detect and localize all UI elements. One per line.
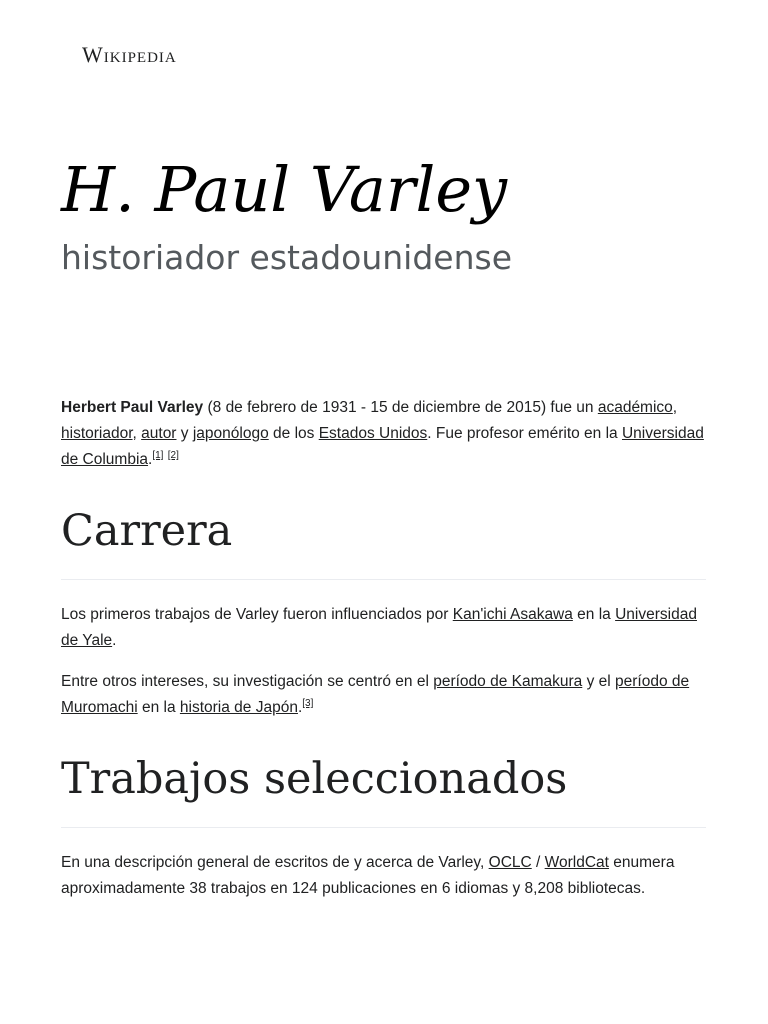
site-header — [82, 42, 177, 72]
section-heading-carrera: Carrera — [61, 506, 233, 556]
link-historia-japon[interactable]: historia de Japón — [179, 699, 298, 716]
page-subtitle: historiador estadounidense — [61, 238, 513, 277]
section-divider — [61, 827, 706, 828]
title-block — [61, 150, 711, 278]
link-autor[interactable]: autor — [141, 425, 177, 442]
carrera-paragraph-2: Entre otros intereses, su investigación se centró en el período de Kamakura y el período de Muromachi en la historia de Japón.[3] — [61, 673, 690, 716]
link-periodo-kamakura[interactable]: período de Kamakura — [433, 673, 583, 690]
trabajos-paragraph-1: En una descripción general de escritos de y acerca de Varley, OCLC / WorldCat enumera aproximadamente 38 trabajos en 124 publicaciones en 6 idiomas y 8,208 bibliotecas. — [61, 854, 675, 897]
reference-1[interactable]: [1] — [152, 449, 164, 461]
link-worldcat[interactable]: WorldCat — [544, 854, 609, 871]
reference-2[interactable]: [2] — [167, 449, 179, 461]
link-estados-unidos[interactable]: Estados Unidos — [318, 425, 428, 442]
section-divider — [61, 579, 706, 580]
reference-3[interactable]: [3] — [302, 697, 314, 709]
link-universidad-columbia[interactable]: Universidad de Columbia — [61, 425, 704, 468]
link-kanichi-asakawa[interactable]: Kan'ichi Asakawa — [452, 606, 573, 623]
link-historiador[interactable]: historiador — [61, 425, 133, 442]
intro-paragraph: Herbert Paul Varley (8 de febrero de 1931 - 15 de diciembre de 2015) fue un académico, historiador, autor y japonólogo de los Estados Unidos. Fue profesor emérito en la Universidad de Columbia.[1] [2] — [61, 399, 704, 468]
carrera-paragraph-1: Los primeros trabajos de Varley fueron influenciados por Kan'ichi Asakawa en la Universidad de Yale. — [61, 606, 697, 649]
section-heading-trabajos: Trabajos seleccionados — [61, 754, 568, 804]
article-content — [61, 395, 706, 917]
link-japonologo[interactable]: japonólogo — [192, 425, 269, 442]
link-universidad-yale[interactable]: Universidad de Yale — [61, 606, 697, 649]
link-academico[interactable]: académico — [597, 399, 673, 416]
link-oclc[interactable]: OCLC — [488, 854, 532, 871]
subject-name: Herbert Paul Varley — [61, 399, 204, 416]
wikipedia-wordmark[interactable]: Wikipedia — [82, 42, 177, 67]
page-title: H. Paul Varley — [61, 153, 508, 226]
link-periodo-muromachi[interactable]: período de Muromachi — [61, 673, 690, 716]
